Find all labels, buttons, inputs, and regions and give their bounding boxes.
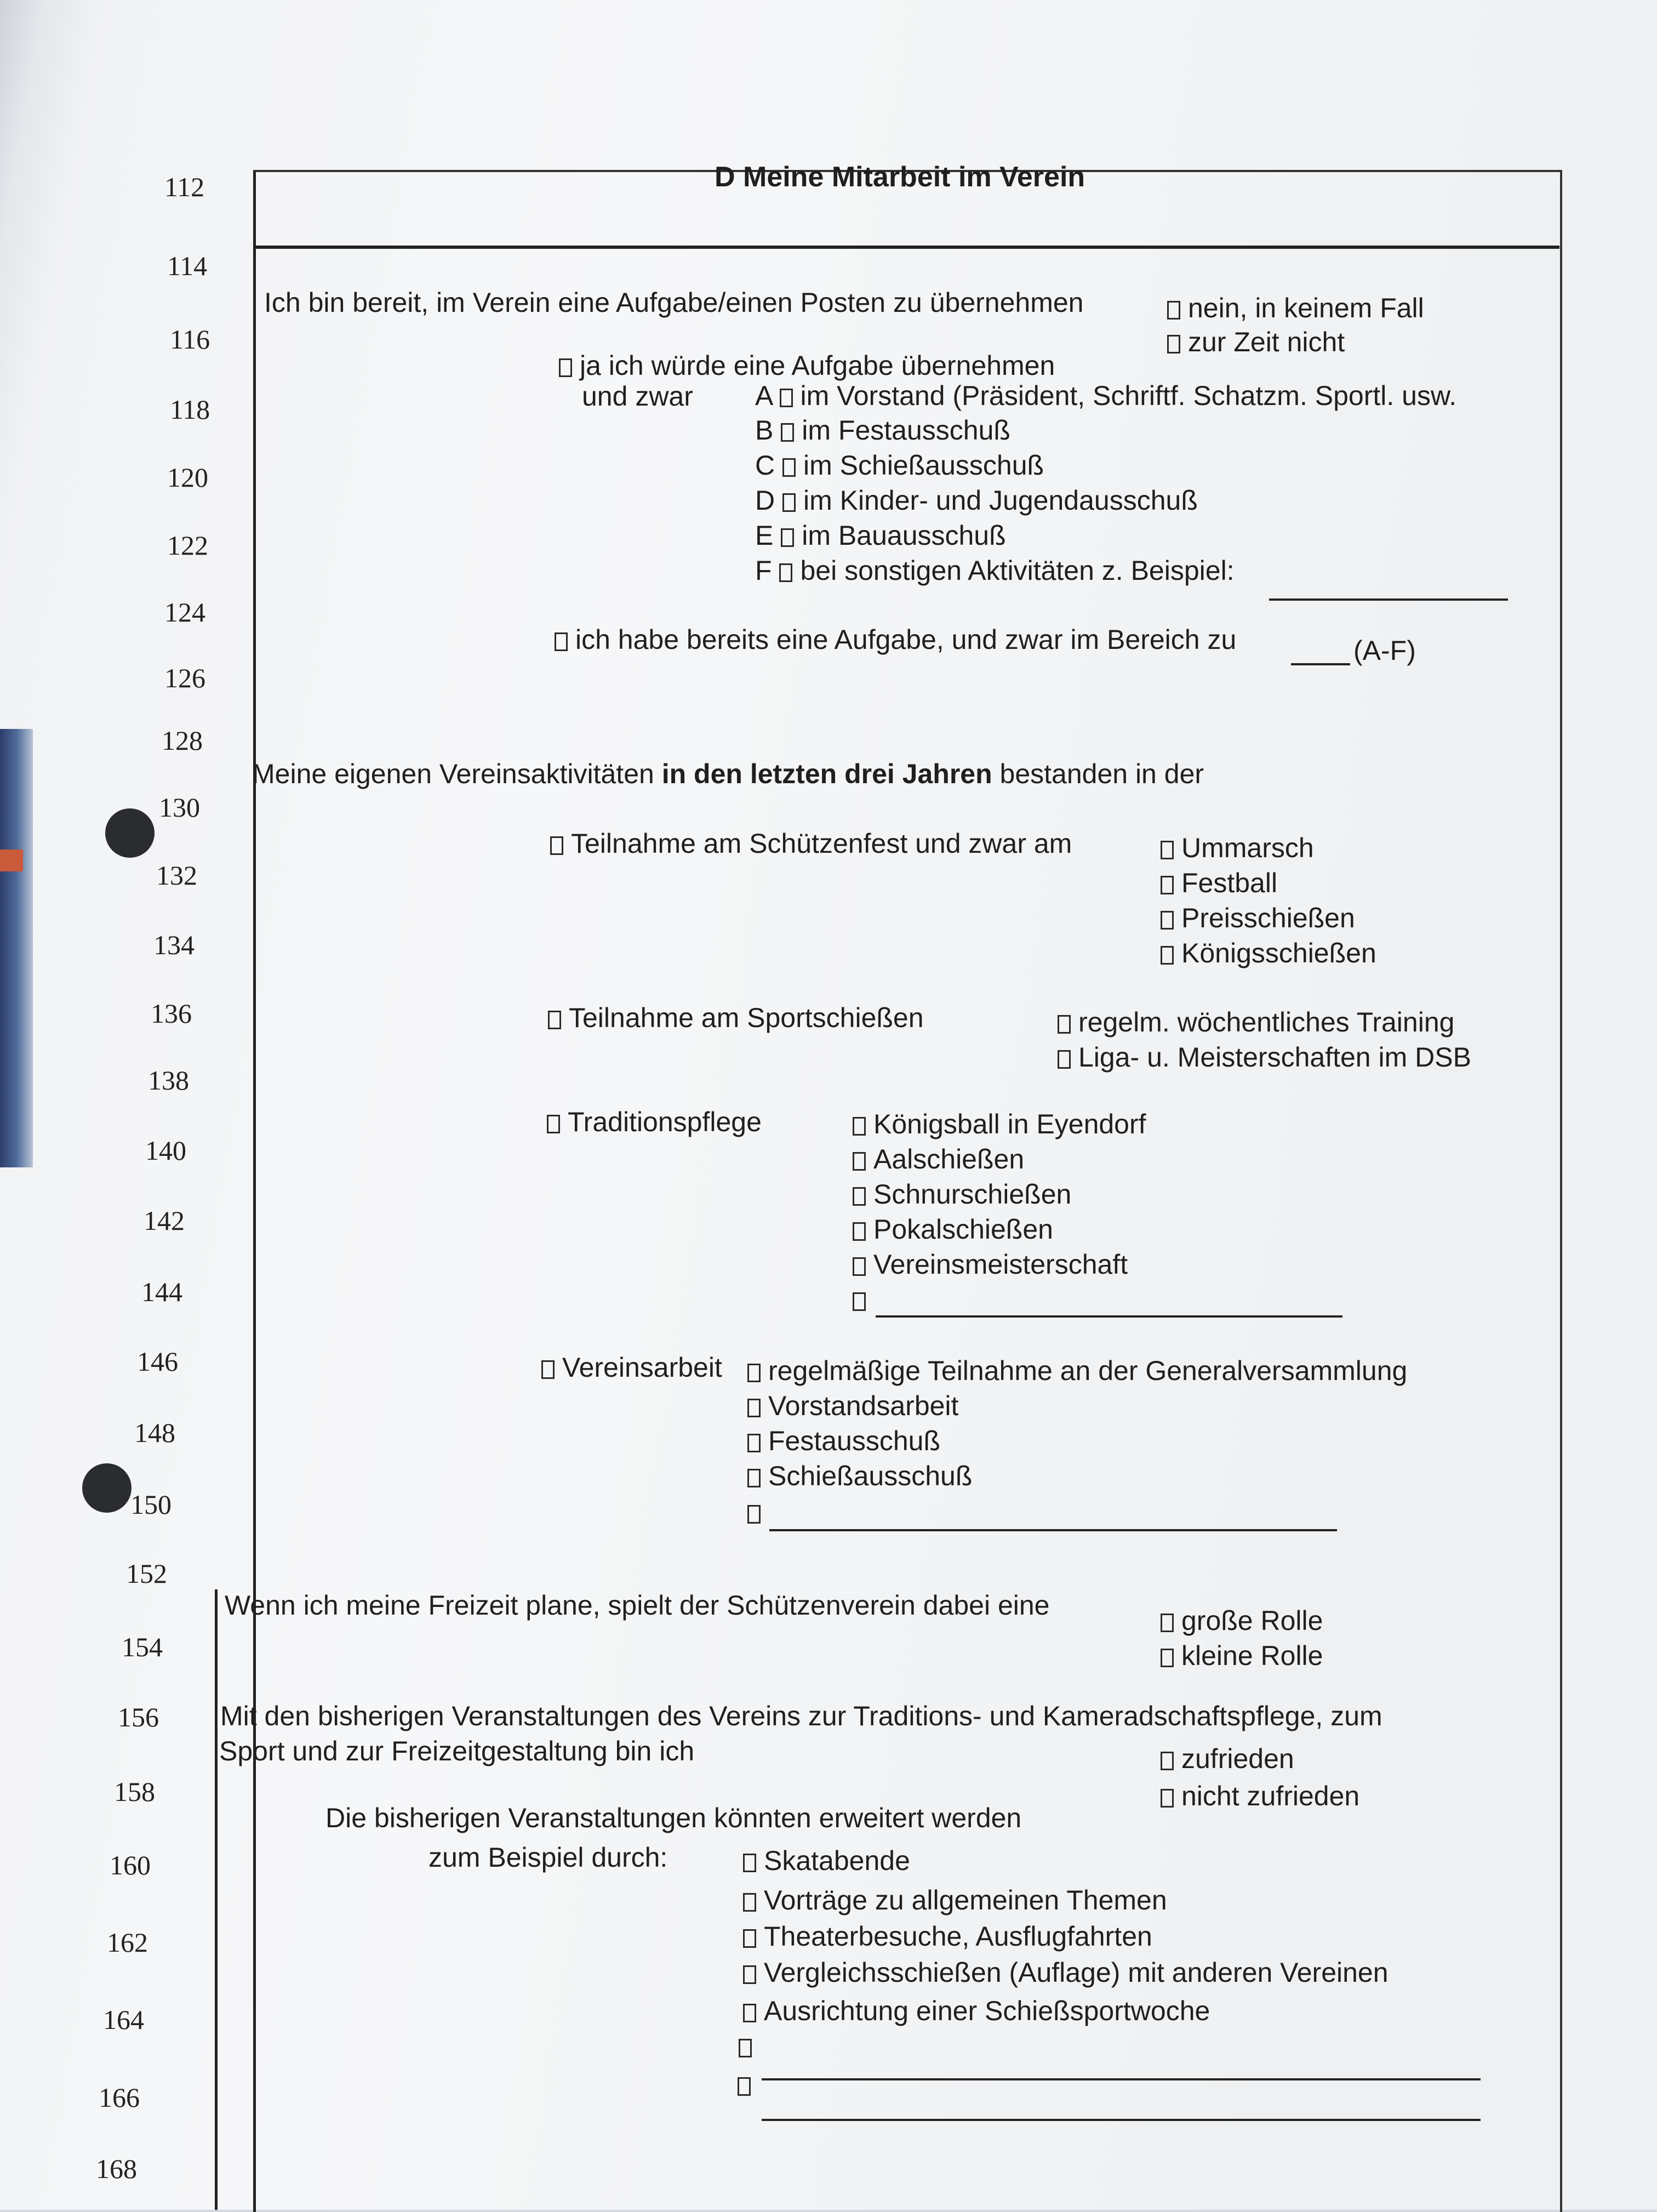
q2-tradition-other[interactable] bbox=[853, 1285, 873, 1315]
q2-festival-festball[interactable]: Festball bbox=[1161, 868, 1277, 898]
q4-option-satisfied[interactable]: zufrieden bbox=[1161, 1744, 1294, 1774]
q1-prompt: Ich bin bereit, im Verein eine Aufgabe/einen Posten zu übernehmen bbox=[264, 287, 1084, 318]
q2-tradition-option[interactable]: Traditionspflege bbox=[547, 1107, 762, 1137]
checkbox[interactable] bbox=[739, 2039, 752, 2057]
line-number: 132 bbox=[156, 860, 197, 891]
punch-hole bbox=[105, 808, 155, 858]
q2-festival-koenigsschiessen[interactable]: Königsschießen bbox=[1161, 938, 1376, 968]
q2-tradition-aalschiessen[interactable]: Aalschießen bbox=[853, 1144, 1024, 1175]
checkbox[interactable] bbox=[1161, 1614, 1174, 1632]
checkbox[interactable] bbox=[782, 458, 796, 477]
q2-club-schiessausschuss[interactable]: Schießausschuß bbox=[747, 1461, 972, 1491]
checkbox[interactable] bbox=[781, 423, 794, 442]
q5-option-other-2[interactable] bbox=[738, 2070, 758, 2100]
q1-area-e[interactable]: E im Bauausschuß bbox=[755, 520, 1006, 551]
line-number: 166 bbox=[99, 2082, 140, 2113]
q4-prompt-line1: Mit den bisherigen Veranstaltungen des Vereins zur Traditions- und Kameradschaftspflege, zum bbox=[220, 1701, 1382, 1731]
q3-prompt: Wenn ich meine Freizeit plane, spielt der Schützenverein dabei eine bbox=[225, 1590, 1050, 1621]
q1-area-d[interactable]: D im Kinder- und Jugendausschuß bbox=[755, 485, 1198, 516]
q1-option-not-now[interactable]: zur Zeit nicht bbox=[1167, 327, 1345, 357]
checkbox[interactable] bbox=[1058, 1015, 1071, 1034]
q5-prompt-line1: Die bisherigen Veranstaltungen könnten erweitert werden bbox=[325, 1803, 1022, 1833]
q5-other-blank-1[interactable] bbox=[762, 2078, 1481, 2080]
checkbox[interactable] bbox=[853, 1187, 866, 1206]
form-frame-left-lower bbox=[215, 1589, 218, 2210]
q1-other-blank[interactable] bbox=[1269, 598, 1508, 601]
q3-option-big[interactable]: große Rolle bbox=[1161, 1606, 1323, 1636]
q2-club-option[interactable]: Vereinsarbeit bbox=[541, 1353, 722, 1383]
q1-area-a[interactable]: A im Vorstand (Präsident, Schriftf. Schatzm. Sportl. usw. bbox=[755, 380, 1457, 411]
checkbox[interactable] bbox=[1167, 335, 1180, 354]
checkbox[interactable] bbox=[1161, 1752, 1174, 1770]
checkbox[interactable] bbox=[747, 1364, 761, 1382]
line-number: 120 bbox=[167, 462, 208, 493]
line-number: 158 bbox=[114, 1776, 155, 1807]
checkbox[interactable] bbox=[743, 1929, 756, 1948]
q2-tradition-vereinsmeisterschaft[interactable]: Vereinsmeisterschaft bbox=[853, 1250, 1128, 1280]
checkbox[interactable] bbox=[1167, 301, 1180, 320]
checkbox[interactable] bbox=[853, 1292, 866, 1311]
q1-area-letter-blank[interactable] bbox=[1291, 663, 1350, 665]
checkbox[interactable] bbox=[782, 493, 796, 512]
q4-option-unsatisfied[interactable]: nicht zufrieden bbox=[1161, 1781, 1359, 1811]
checkbox[interactable] bbox=[1161, 911, 1174, 930]
checkbox[interactable] bbox=[1161, 1789, 1174, 1808]
q2-tradition-koenigsball[interactable]: Königsball in Eyendorf bbox=[853, 1109, 1146, 1139]
checkbox[interactable] bbox=[780, 389, 793, 407]
q2-tradition-schnurschiessen[interactable]: Schnurschießen bbox=[853, 1179, 1071, 1210]
q2-sport-liga[interactable]: Liga- u. Meisterschaften im DSB bbox=[1058, 1042, 1471, 1073]
checkbox[interactable] bbox=[548, 1011, 561, 1029]
section-title: D Meine Mitarbeit im Verein bbox=[715, 161, 1085, 193]
checkbox[interactable] bbox=[1161, 876, 1174, 894]
checkbox[interactable] bbox=[747, 1399, 761, 1417]
q1-already-suffix: (A-F) bbox=[1353, 635, 1416, 666]
line-number: 128 bbox=[162, 725, 203, 756]
q2-festival-option[interactable]: Teilnahme am Schützenfest und zwar am bbox=[550, 829, 1072, 859]
q2-club-other-blank[interactable] bbox=[769, 1529, 1337, 1531]
checkbox[interactable] bbox=[743, 1854, 756, 1872]
line-number: 154 bbox=[122, 1632, 163, 1662]
q2-festival-preisschiessen[interactable]: Preisschießen bbox=[1161, 903, 1355, 933]
checkbox[interactable] bbox=[738, 2077, 751, 2096]
q5-option-schiesssportwoche[interactable]: Ausrichtung einer Schießsportwoche bbox=[743, 1996, 1210, 2026]
line-number: 148 bbox=[134, 1417, 175, 1448]
q5-other-blank-2[interactable] bbox=[762, 2119, 1481, 2121]
line-number: 142 bbox=[144, 1205, 185, 1236]
q1-option-already[interactable]: ich habe bereits eine Aufgabe, und zwar im Bereich zu bbox=[555, 625, 1236, 655]
line-number: 156 bbox=[118, 1702, 159, 1732]
binder-tab bbox=[0, 850, 23, 871]
q5-option-vortraege[interactable]: Vorträge zu allgemeinen Themen bbox=[743, 1885, 1167, 1915]
q2-tradition-pokalschiessen[interactable]: Pokalschießen bbox=[853, 1215, 1053, 1245]
checkbox[interactable] bbox=[559, 358, 572, 377]
checkbox[interactable] bbox=[1161, 946, 1174, 965]
checkbox[interactable] bbox=[541, 1360, 555, 1379]
q2-club-generalversammlung[interactable]: regelmäßige Teilnahme an der Generalversammlung bbox=[747, 1356, 1407, 1386]
checkbox[interactable] bbox=[743, 1965, 756, 1984]
punch-hole bbox=[82, 1463, 132, 1513]
line-number: 126 bbox=[164, 663, 205, 693]
line-number: 140 bbox=[145, 1135, 186, 1166]
line-number: 124 bbox=[164, 597, 205, 628]
binder-edge bbox=[0, 729, 33, 1167]
checkbox[interactable] bbox=[779, 563, 792, 582]
line-number: 146 bbox=[137, 1346, 178, 1377]
line-number: 136 bbox=[151, 998, 192, 1029]
q5-option-other-1[interactable] bbox=[739, 2031, 759, 2061]
q1-and-label: und zwar bbox=[582, 381, 693, 412]
line-number: 138 bbox=[148, 1065, 189, 1096]
line-number: 144 bbox=[141, 1276, 182, 1307]
line-number: 152 bbox=[126, 1558, 167, 1589]
line-number: 168 bbox=[96, 2153, 137, 2184]
checkbox[interactable] bbox=[555, 632, 568, 651]
checkbox[interactable] bbox=[743, 1893, 756, 1912]
q1-area-c[interactable]: C im Schießausschuß bbox=[755, 450, 1044, 481]
checkbox[interactable] bbox=[547, 1115, 560, 1133]
q1-option-no[interactable]: nein, in keinem Fall bbox=[1167, 293, 1424, 323]
q2-sport-option[interactable]: Teilnahme am Sportschießen bbox=[548, 1003, 924, 1033]
checkbox[interactable] bbox=[781, 528, 794, 547]
checkbox[interactable] bbox=[743, 2004, 756, 2022]
line-number: 112 bbox=[164, 172, 205, 202]
q2-tradition-other-blank[interactable] bbox=[876, 1315, 1342, 1318]
q1-option-yes[interactable]: ja ich würde eine Aufgabe übernehmen bbox=[559, 351, 1055, 381]
line-number: 114 bbox=[167, 250, 208, 281]
line-number: 162 bbox=[107, 1927, 148, 1958]
checkbox[interactable] bbox=[853, 1117, 866, 1136]
q2-sport-training[interactable]: regelm. wöchentliches Training bbox=[1058, 1007, 1454, 1037]
q5-option-theater[interactable]: Theaterbesuche, Ausflugfahrten bbox=[743, 1922, 1152, 1952]
checkbox[interactable] bbox=[853, 1257, 866, 1276]
q1-area-b[interactable]: B im Festausschuß bbox=[755, 415, 1010, 446]
q1-area-f[interactable]: F bei sonstigen Aktivitäten z. Beispiel: bbox=[755, 555, 1235, 586]
q2-club-festausschuss[interactable]: Festausschuß bbox=[747, 1426, 940, 1456]
q5-option-skat[interactable]: Skatabende bbox=[743, 1846, 910, 1876]
line-number: 150 bbox=[130, 1489, 172, 1520]
line-number: 130 bbox=[159, 792, 200, 823]
checkbox[interactable] bbox=[747, 1469, 761, 1487]
header-divider bbox=[253, 246, 1559, 249]
checkbox[interactable] bbox=[747, 1505, 761, 1524]
line-number: 134 bbox=[153, 930, 195, 960]
line-number: 164 bbox=[103, 2004, 144, 2035]
line-number: 116 bbox=[170, 324, 210, 355]
checkbox[interactable] bbox=[747, 1434, 761, 1452]
q4-prompt-line2: Sport und zur Freizeitgestaltung bin ich bbox=[219, 1736, 695, 1766]
q3-option-small[interactable]: kleine Rolle bbox=[1161, 1641, 1323, 1671]
checkbox[interactable] bbox=[1058, 1050, 1071, 1069]
q5-option-vergleich[interactable]: Vergleichsschießen (Auflage) mit anderen Vereinen bbox=[743, 1958, 1389, 1988]
checkbox[interactable] bbox=[1161, 841, 1174, 859]
checkbox[interactable] bbox=[1161, 1649, 1174, 1667]
checkbox[interactable] bbox=[853, 1152, 866, 1171]
checkbox[interactable] bbox=[853, 1222, 866, 1241]
line-number: 160 bbox=[110, 1850, 151, 1880]
q2-festival-ummarsch[interactable]: Ummarsch bbox=[1161, 833, 1314, 863]
q2-prompt: Meine eigenen Vereinsaktivitäten in den letzten drei Jahren bestanden in der bbox=[252, 759, 1204, 789]
q5-prompt-line2: zum Beispiel durch: bbox=[428, 1842, 668, 1873]
q2-club-other[interactable] bbox=[747, 1497, 768, 1527]
q2-club-vorstandsarbeit[interactable]: Vorstandsarbeit bbox=[747, 1391, 958, 1421]
line-number: 118 bbox=[170, 394, 210, 425]
checkbox[interactable] bbox=[550, 836, 563, 855]
line-number: 122 bbox=[167, 530, 208, 561]
